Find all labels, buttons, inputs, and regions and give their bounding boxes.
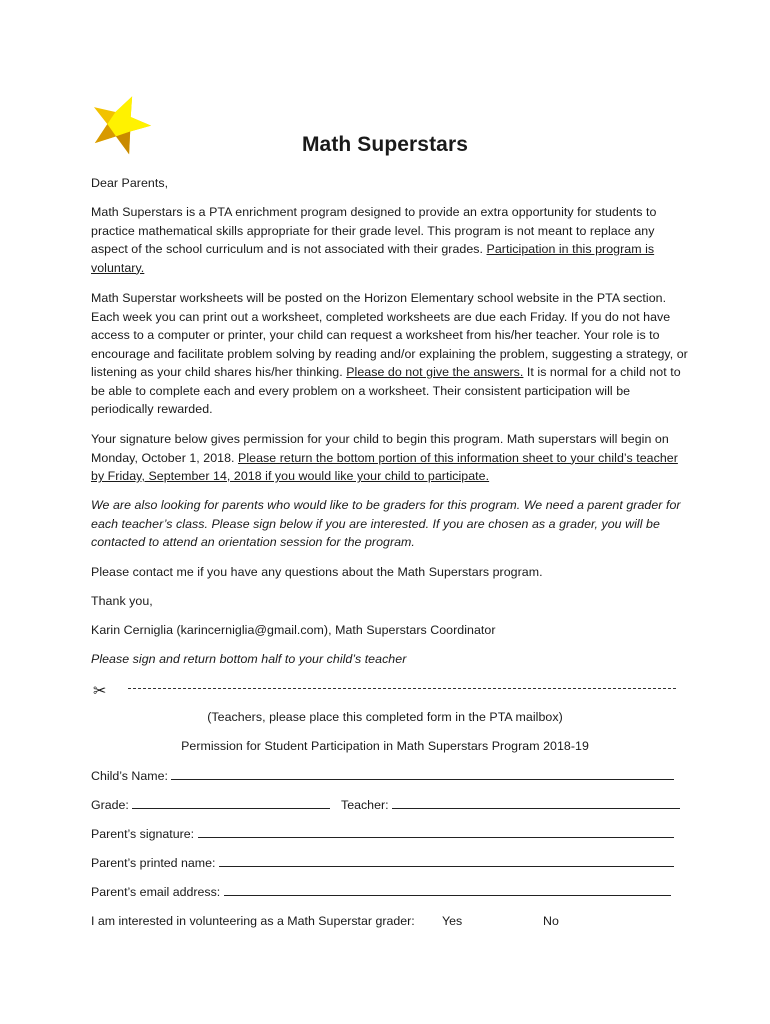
yes-option[interactable]: Yes (442, 914, 463, 928)
child-name-label: Child’s Name: (91, 769, 168, 783)
child-name-row (91, 767, 674, 785)
scissors-icon: ✂ (93, 683, 107, 700)
paragraph-contact: Please contact me if you have any questions about the Math Superstars program. (91, 565, 543, 579)
no-answers-note: Please do not give the answers. (346, 365, 524, 379)
no-option[interactable]: No (543, 914, 559, 928)
paragraph-graders: We are also looking for parents who would like to be graders for this program. We need a parent grader for each teacher’s class. Please sign below if you are interested. If you are chosen as a grader, you will be contacted to attend an orientation session for the program. (91, 498, 681, 549)
parent-signature-label: Parent’s signature: (91, 827, 195, 841)
parent-email-label: Parent’s email address: (91, 885, 221, 899)
grade-label: Grade: (91, 798, 129, 812)
page-title: Math Superstars (301, 133, 469, 156)
paragraph-signature-text: Your signature below gives permission for your child to begin this program. Math superstars will begin on Monday, October 1, 2018. (91, 432, 669, 465)
paragraph-intro (91, 203, 691, 277)
volunteer-row (91, 912, 559, 930)
child-name-field[interactable] (171, 767, 674, 780)
parent-email-field[interactable] (224, 883, 671, 896)
paragraph-worksheets-text: Math Superstar worksheets will be posted on the Horizon Elementary school website in the PTA section. Each week you can print out a worksheet, completed worksheets are due each Friday. If you do not have access to a computer or printer, your child can request a worksheet from his/her teacher. Your role is to encourage and facilitate problem solving by reading and/or explaining the problem, suggesting a strategy, or listening as your child shares his/her thinking. (91, 291, 688, 379)
return-deadline-note: Please return the bottom portion of this information sheet to your child’s teacher by Friday, September 14, 2018 if you would like your child to participate. (91, 450, 678, 483)
parent-signature-field[interactable] (198, 825, 674, 838)
teacher-label: Teacher: (341, 798, 389, 812)
parent-printed-name-label: Parent’s printed name: (91, 856, 216, 870)
paragraph-signature (91, 430, 691, 486)
form-title: Permission for Student Participation in Math Superstars Program 2018-19 (181, 739, 589, 753)
instruction-line: Please sign and return bottom half to your child’s teacher (91, 652, 407, 666)
parent-printed-name-field[interactable] (219, 854, 674, 867)
participation-note: Participation in this program is voluntary. (91, 242, 655, 275)
teacher-field[interactable] (392, 796, 680, 809)
parent-printed-name-row (91, 854, 674, 872)
paragraph-worksheets (91, 289, 691, 419)
paragraph-intro-text: Math Superstars is a PTA enrichment program designed to provide an extra opportunity for students to practice mathematical skills appropriate for their grade level. This program is not meant to replace any aspect of the school curriculum and is not associated with their grades. (91, 205, 657, 256)
teachers-note: (Teachers, please place this completed form in the PTA mailbox) (207, 710, 563, 724)
grade-teacher-row (91, 796, 680, 814)
thanks-line: Thank you, (91, 594, 153, 608)
paragraph-worksheets-end: It is normal for a child not to be able to complete each and every problem on a worksheet. Their consistent participation will be periodically rewarded. (91, 365, 681, 416)
signoff-line: Karin Cerniglia (karincerniglia@gmail.com), Math Superstars Coordinator (91, 623, 496, 637)
cut-line (128, 688, 676, 689)
parent-email-row (91, 883, 671, 901)
volunteer-label: I am interested in volunteering as a Math Superstar grader: (91, 914, 415, 928)
parent-signature-row (91, 825, 674, 843)
greeting: Dear Parents, (91, 176, 169, 190)
grade-field[interactable] (132, 796, 330, 809)
